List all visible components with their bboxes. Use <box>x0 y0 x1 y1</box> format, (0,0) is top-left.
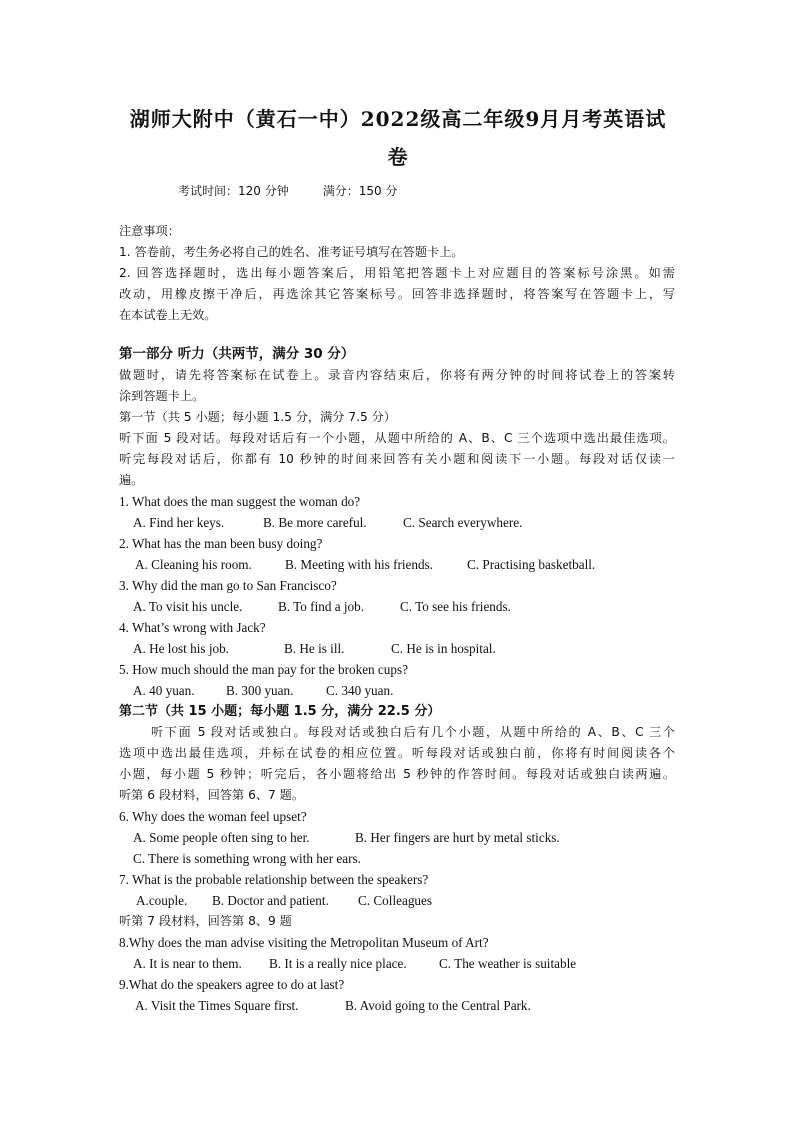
part1-intro-line-1: 做题时，请先将答案标在试卷上。录音内容结束后，你将有两分钟的时间将试卷上的答案转 <box>119 368 675 382</box>
part1-heading: 第一部分 听力（共两节，满分 30 分） <box>119 346 355 362</box>
title-line-2: 卷 <box>387 145 409 169</box>
notes-section <box>119 221 675 326</box>
q8-option-c: C. The weather is suitable <box>439 956 577 971</box>
q4-option-a: A. He lost his job. <box>133 641 229 656</box>
material-7-note: 听第 7 段材料，回答第 8、9 题 <box>119 914 292 928</box>
title-line-1: 湖师大附中（黄石一中）2022级高二年级9月月考英语试 <box>129 107 667 131</box>
question-4-stem: 4. What’s wrong with Jack? <box>119 620 266 635</box>
sec2-intro-line-4: 听第 6 段材料，回答第 6、7 题。 <box>119 788 305 802</box>
q6-option-a: A. Some people often sing to her. <box>133 830 310 845</box>
q1-option-b: B. Be more careful. <box>263 515 367 530</box>
q9-option-a: A. Visit the Times Square first. <box>135 998 299 1013</box>
sec1-intro-line-2: 听完每段对话后，你都有 10 秒钟的时间来回答有关小题和阅读下一小题。每段对话仅读一 <box>119 452 675 466</box>
exam-time: 考试时间：120 分钟 <box>178 184 289 198</box>
question-6-options-line-2 <box>119 848 675 869</box>
q4-option-b: B. He is ill. <box>284 641 345 656</box>
q3-option-b: B. To find a job. <box>278 599 365 614</box>
question-4-options <box>119 638 675 659</box>
sec2-heading: 第二节（共 15 小题；每小题 1.5 分，满分 22.5 分） <box>119 704 441 719</box>
q5-option-a: A. 40 yuan. <box>133 683 195 698</box>
q6-option-b: B. Her fingers are hurt by metal sticks. <box>355 830 560 845</box>
notes-heading: 注意事项： <box>119 224 180 238</box>
sec1-intro-line-3: 遍。 <box>119 473 144 487</box>
q7-option-a: A.couple. <box>136 893 188 908</box>
question-9-options <box>119 995 675 1016</box>
question-8-stem: 8.Why does the man advise visiting the Metropolitan Museum of Art? <box>119 935 489 950</box>
q1-option-c: C. Search everywhere. <box>403 515 523 530</box>
note-1: 1. 答卷前，考生务必将自己的姓名、准考证号填写在答题卡上。 <box>119 245 464 259</box>
full-score: 满分：150 分 <box>322 184 398 198</box>
sec1-intro-line-1: 听下面 5 段对话。每段对话后有一个小题，从题中所给的 A、B、C 三个选项中选出最佳选项。 <box>119 431 675 445</box>
question-5-options <box>119 680 675 701</box>
question-5-stem: 5. How much should the man pay for the broken cups? <box>119 662 408 677</box>
question-7-options <box>119 890 675 911</box>
q5-option-c: C. 340 yuan. <box>326 683 394 698</box>
exam-meta <box>178 182 397 199</box>
sec2-intro-line-3: 小题，每小题 5 秒钟；听完后，各小题将给出 5 秒钟的作答时间。每段对话或独白读两遍。 <box>119 767 675 781</box>
question-8-options <box>119 953 675 974</box>
question-2-options <box>119 554 675 575</box>
q1-option-a: A. Find her keys. <box>133 515 225 530</box>
q3-option-a: A. To visit his uncle. <box>133 599 243 614</box>
part1-section <box>119 344 675 1016</box>
question-1-options <box>119 512 675 533</box>
question-6-stem: 6. Why does the woman feel upset? <box>119 809 307 824</box>
q8-option-b: B. It is a really nice place. <box>269 956 407 971</box>
question-3-options <box>119 596 675 617</box>
q5-option-b: B. 300 yuan. <box>226 683 294 698</box>
q4-option-c: C. He is in hospital. <box>391 641 496 656</box>
note-2-line-1: 2. 回答选择题时，选出每小题答案后，用铅笔把答题卡上对应题目的答案标号涂黑。如需 <box>119 266 675 280</box>
q7-option-b: B. Doctor and patient. <box>212 893 329 908</box>
q2-option-b: B. Meeting with his friends. <box>285 557 433 572</box>
q3-option-c: C. To see his friends. <box>400 599 511 614</box>
q8-option-a: A. It is near to them. <box>133 956 242 971</box>
exam-title <box>120 100 676 176</box>
sec2-intro-line-2: 选项中选出最佳选项，并标在试卷的相应位置。听每段对话或独白前，你将有时间阅读各个 <box>119 746 675 760</box>
note-2-line-3: 在本试卷上无效。 <box>119 308 217 322</box>
q2-option-a: A. Cleaning his room. <box>135 557 252 572</box>
q6-option-c: C. There is something wrong with her ears. <box>133 851 361 866</box>
q7-option-c: C. Colleagues <box>358 893 432 908</box>
sec1-heading: 第一节（共 5 小题；每小题 1.5 分，满分 7.5 分） <box>119 410 396 424</box>
question-2-stem: 2. What has the man been busy doing? <box>119 536 323 551</box>
question-3-stem: 3. Why did the man go to San Francisco? <box>119 578 337 593</box>
question-6-options-line-1 <box>119 827 675 848</box>
q2-option-c: C. Practising basketball. <box>467 557 596 572</box>
sec2-intro-line-1: 听下面 5 段对话或独白。每段对话或独白后有几个小题，从题中所给的 A、B、C 三个 <box>151 725 675 739</box>
question-9-stem: 9.What do the speakers agree to do at last? <box>119 977 345 992</box>
q9-option-b: B. Avoid going to the Central Park. <box>345 998 531 1013</box>
note-2-line-2: 改动，用橡皮擦干净后，再选涂其它答案标号。回答非选择题时，将答案写在答题卡上，写 <box>119 287 675 301</box>
question-1-stem: 1. What does the man suggest the woman do? <box>119 494 361 509</box>
question-7-stem: 7. What is the probable relationship between the speakers? <box>119 872 429 887</box>
part1-intro-line-2: 涂到答题卡上。 <box>119 389 205 403</box>
